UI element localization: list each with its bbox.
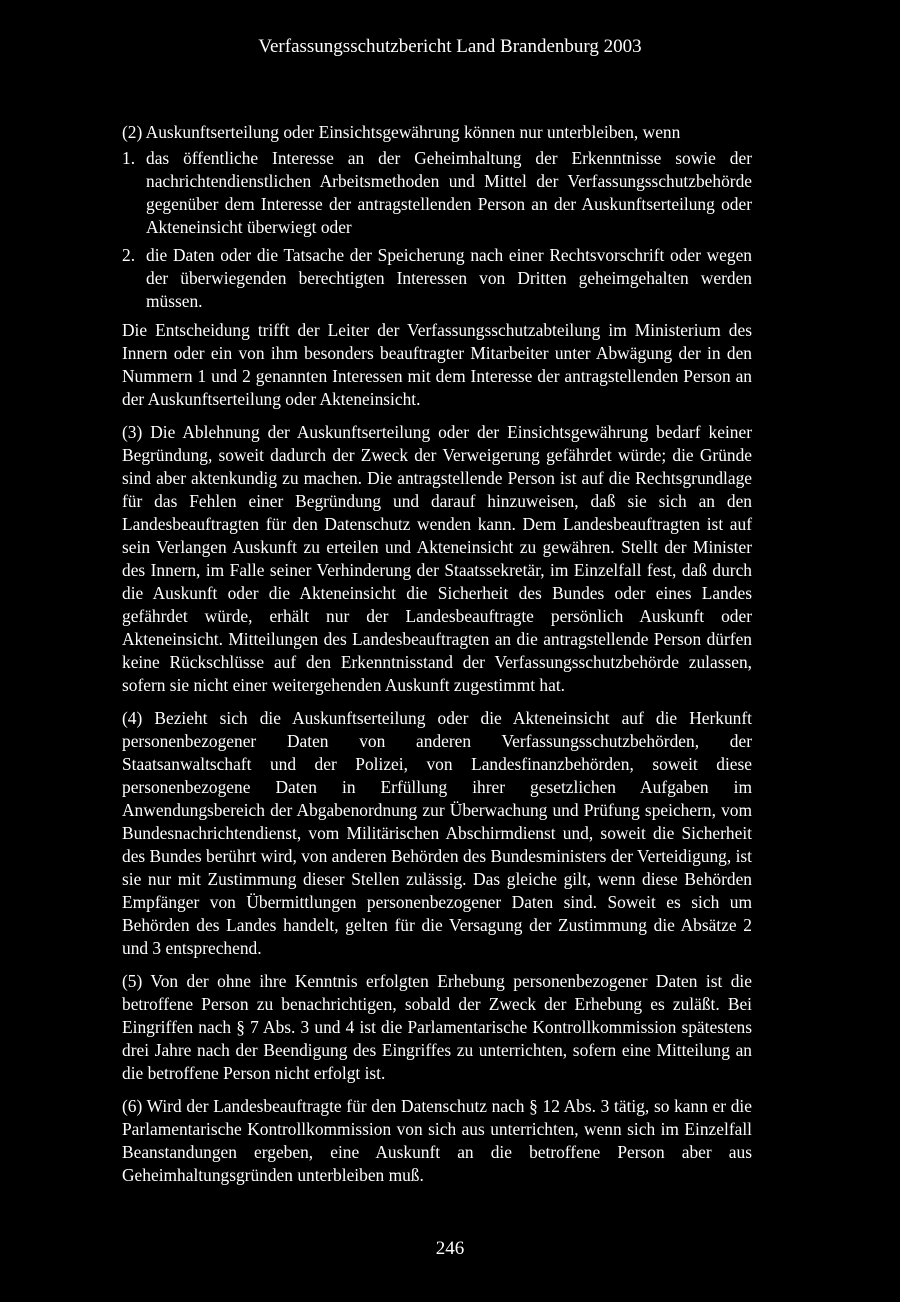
running-header: Verfassungsschutzbericht Land Brandenburg 2003 (258, 36, 642, 57)
paragraph-2-intro: (2) Auskunftserteilung oder Einsichtsgewährung können nur unterbleiben, wenn (122, 122, 681, 142)
list-item-text: die Daten oder die Tatsache der Speicherung nach einer Rechtsvorschrift oder wegen der überwiegenden berechtigten Interessen von Dritten geheimgehalten werden müssen. (146, 245, 752, 311)
paragraph-2-decision: Die Entscheidung trifft der Leiter der Verfassungsschutzabteilung im Ministerium des Innern oder ein von ihm besonders beauftragter Mitarbeiter unter Abwägung der in den Nummern 1 und 2 genannten Interessen mit dem Interesse der antragstellenden Person an der Auskunftserteilung oder Akteneinsicht. (122, 320, 752, 409)
list-item-number: 1. (122, 148, 136, 168)
body-text (122, 121, 752, 1197)
list-item-text: das öffentliche Interesse an der Geheimhaltung der Erkenntnisse sowie der nachrichtendienstlichen Arbeitsmethoden und Mittel der Verfassungsschutzbehörde gegenüber dem Interesse der antragstellenden Person an der Auskunftserteilung oder Akteneinsicht überwiegt oder (146, 148, 752, 237)
list-item-number: 2. (122, 245, 136, 265)
paragraph-4: (4) Bezieht sich die Auskunftserteilung oder die Akteneinsicht auf die Herkunft personenbezogener Daten von anderen Verfassungsschutzbehörden, der Staatsanwaltschaft und der Polizei, von Landesfinanzbehörden, soweit diese personenbezogene Daten in Erfüllung ihrer gesetzlichen Aufgaben im Anwendungsbereich der Abgabenordnung zur Überwachung und Prüfung speichern, vom Bundesnachrichtendienst, vom Militärischen Abschirmdienst und, soweit die Sicherheit des Bundes berührt wird, von anderen Behörden des Bundesministers der Verteidigung, ist sie nur mit Zustimmung dieser Stellen zulässig. Das gleiche gilt, wenn diese Behörden Empfänger von Übermittlungen personenbezogener Daten sind. Soweit es sich um Behörden des Landes handelt, gelten für die Versagung der Zustimmung die Absätze 2 und 3 entsprechend. (122, 708, 752, 958)
paragraph-3: (3) Die Ablehnung der Auskunftserteilung oder der Einsichtsgewährung bedarf keiner Begründung, soweit dadurch der Zweck der Verweigerung gefährdet würde; die Gründe sind aber aktenkundig zu machen. Die antragstellende Person ist auf die Rechtsgrundlage für das Fehlen einer Begründung und darauf hinzuweisen, daß sie sich an den Landesbeauftragten für den Datenschutz wenden kann. Dem Landesbeauftragten ist auf sein Verlangen Auskunft zu erteilen und Akteneinsicht zu gewähren. Stellt der Minister des Innern, im Falle seiner Verhinderung der Staatssekretär, im Einzelfall fest, daß durch die Auskunft oder die Akteneinsicht die Sicherheit des Bundes oder eines Landes gefährdet würde, erhält nur der Landesbeauftragte persönlich Auskunft oder Akteneinsicht. Mitteilungen des Landesbeauftragten an die antragstellende Person dürfen keine Rückschlüsse auf den Erkenntnisstand der Verfassungsschutzbehörde zulassen, sofern sie nicht einer weitergehenden Auskunft zugestimmt hat. (122, 422, 752, 695)
list-item (122, 244, 752, 313)
list-item (122, 147, 752, 239)
numbered-list (122, 147, 752, 313)
paragraph-5: (5) Von der ohne ihre Kenntnis erfolgten Erhebung personenbezogener Daten ist die betroffene Person zu benachrichtigen, sobald der Zweck der Erhebung es zuläßt. Bei Eingriffen nach § 7 Abs. 3 und 4 ist die Parlamentarische Kontrollkommission spätestens drei Jahre nach der Beendigung des Eingriffes zu unterrichten, sofern eine Mitteilung an die betroffene Person nicht erfolgt ist. (122, 971, 752, 1083)
paragraph-6: (6) Wird der Landesbeauftragte für den Datenschutz nach § 12 Abs. 3 tätig, so kann er die Parlamentarische Kontrollkommission von sich aus unterrichten, wenn sich im Einzelfall Beanstandungen ergeben, eine Auskunft an die betroffene Person aber aus Geheimhaltungsgründen unterbleiben muß. (122, 1096, 752, 1185)
page-number: 246 (435, 1238, 465, 1259)
